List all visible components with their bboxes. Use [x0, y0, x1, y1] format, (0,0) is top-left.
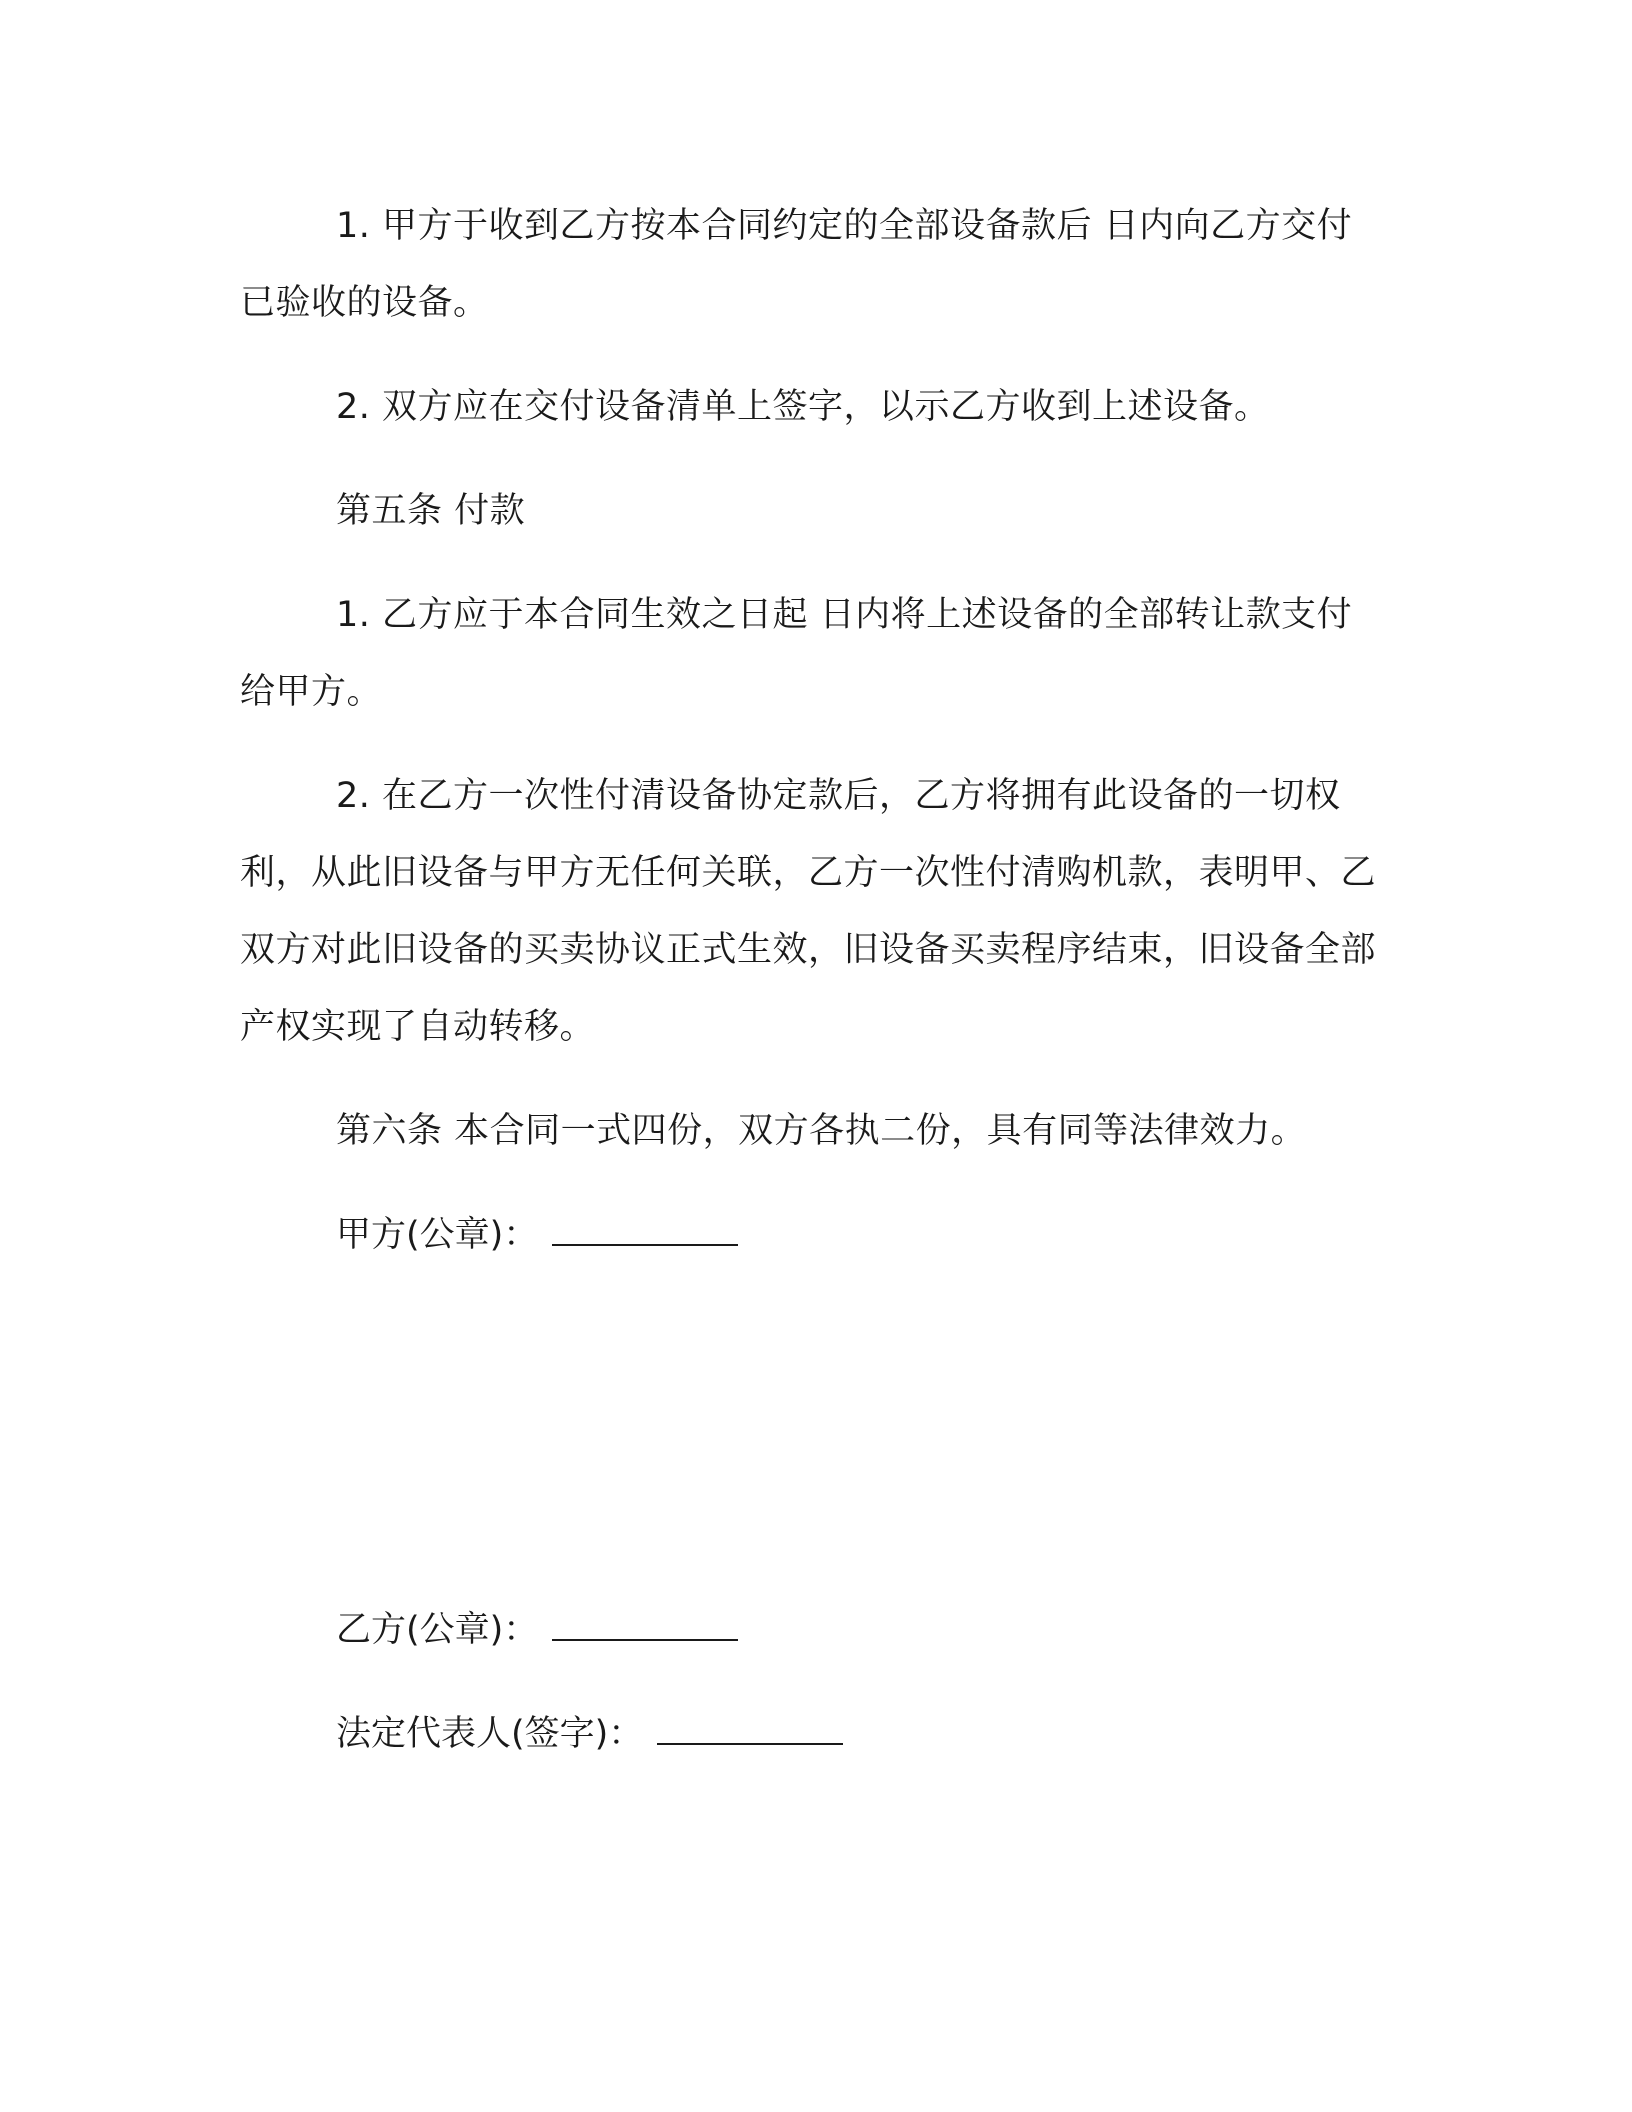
party-b-signature-line — [240, 1592, 1380, 1669]
document-page — [240, 188, 1380, 1773]
article-five-heading: 第五条 付款 — [336, 491, 526, 531]
party-a-blank — [552, 1214, 738, 1246]
party-b-label: 乙方(公章)： — [336, 1610, 539, 1650]
party-b-blank — [552, 1609, 738, 1641]
signature-spacer — [240, 1274, 1380, 1592]
clause-delivery-1: 1. 甲方于收到乙方按本合同约定的全部设备款后 日内向乙方交付已验收的设备。 — [240, 206, 1353, 323]
legal-rep-blank — [657, 1713, 843, 1745]
article-six: 第六条 本合同一式四份，双方各执二份，具有同等法律效力。 — [336, 1111, 1307, 1151]
party-a-label: 甲方(公章)： — [336, 1215, 539, 1255]
party-a-signature-line — [240, 1197, 1380, 1274]
clause-payment-1: 1. 乙方应于本合同生效之日起 日内将上述设备的全部转让款支付给甲方。 — [240, 595, 1353, 712]
clause-delivery-2: 2. 双方应在交付设备清单上签字，以示乙方收到上述设备。 — [336, 387, 1270, 427]
clause-payment-2: 2. 在乙方一次性付清设备协定款后，乙方将拥有此设备的一切权利，从此旧设备与甲方无任何关联，乙方一次性付清购机款，表明甲、乙双方对此旧设备的买卖协议正式生效，旧设备买卖程序结束，旧设备全部产权实现了自动转移。 — [240, 776, 1377, 1047]
legal-rep-signature-line — [240, 1696, 1380, 1773]
legal-rep-label: 法定代表人(签字)： — [336, 1714, 644, 1754]
